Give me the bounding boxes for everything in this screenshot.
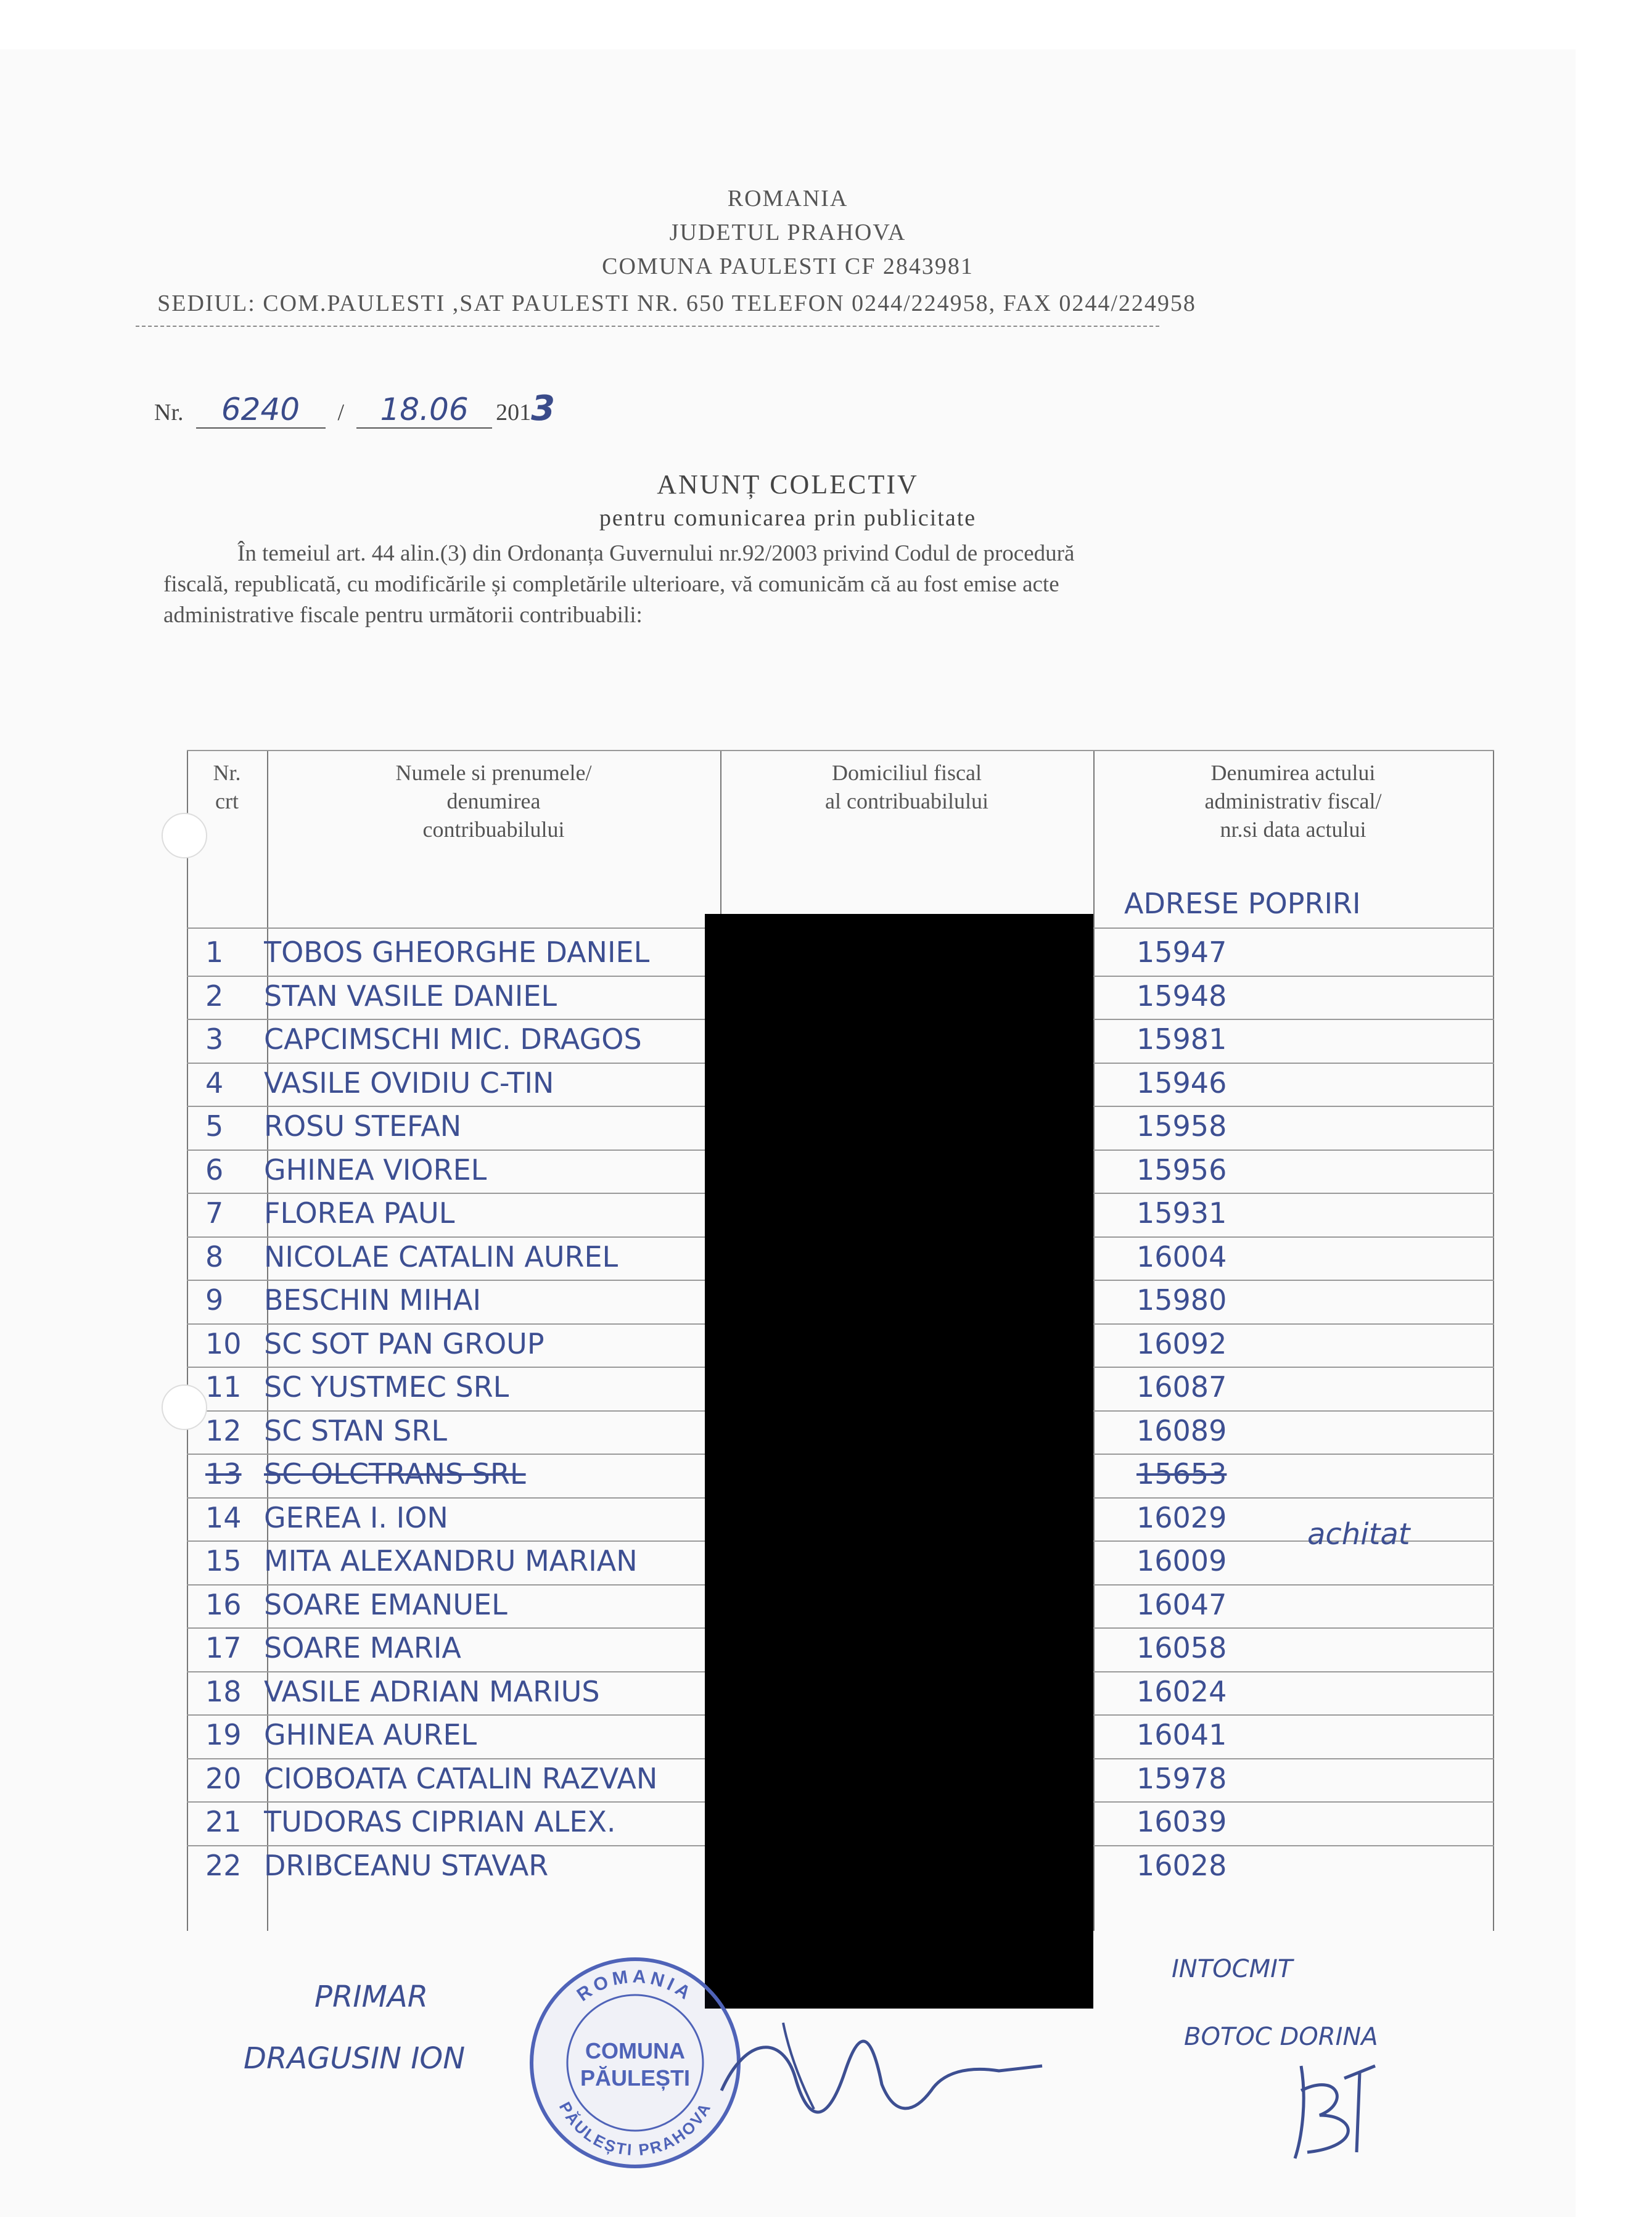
taxpayer-name: GHINEA AUREL (264, 1718, 477, 1751)
taxpayer-name: SC STAN SRL (264, 1413, 447, 1447)
row-number: 11 (205, 1370, 242, 1404)
row-number: 6 (205, 1153, 224, 1187)
act-number: 16039 (1136, 1805, 1227, 1838)
row-number: 4 (205, 1066, 224, 1100)
row-number: 1 (205, 936, 224, 969)
header-address: SEDIUL: COM.PAULESTI ,SAT PAULESTI NR. 650 TELEFON 0244/224958, FAX 0244/224958 (157, 290, 1196, 316)
taxpayer-name: SOARE MARIA (264, 1631, 461, 1664)
act-number: 15947 (1136, 936, 1227, 969)
header-county: JUDETUL PRAHOVA (669, 220, 906, 245)
act-number: 15948 (1136, 979, 1227, 1013)
taxpayer-name: GHINEA VIOREL (264, 1153, 487, 1187)
act-number: 15956 (1136, 1153, 1227, 1187)
taxpayer-name: STAN VASILE DANIEL (264, 979, 557, 1013)
reference-separator: / (337, 400, 345, 426)
stamp-top-text: ROMANIA (573, 1966, 697, 2005)
taxpayer-name: SC SOT PAN GROUP (264, 1326, 545, 1360)
taxpayer-name: VASILE ADRIAN MARIUS (264, 1674, 600, 1708)
act-number: 16009 (1136, 1544, 1227, 1577)
column-header-domicile: Domiciliul fiscal al contribuabilului (825, 760, 988, 813)
act-number: 16028 (1136, 1848, 1227, 1882)
act-number: 16092 (1136, 1326, 1227, 1360)
act-number: 16029 (1136, 1500, 1227, 1534)
prepared-by-title: INTOCMIT (1172, 1955, 1293, 1983)
act-number: 16089 (1136, 1413, 1227, 1447)
taxpayer-name: CAPCIMSCHI MIC. DRAGOS (264, 1022, 642, 1056)
act-type: ADRESE POPRIRI (1124, 887, 1361, 920)
taxpayer-name: DRIBCEANU STAVAR (264, 1848, 549, 1882)
column-header-act: Denumirea actului administrativ fiscal/ nr.si data actului (1204, 760, 1382, 842)
row-number: 7 (205, 1196, 224, 1230)
row-number: 13 (205, 1457, 242, 1491)
act-number: 16087 (1136, 1370, 1227, 1404)
taxpayer-name: SC YUSTMEC SRL (264, 1370, 509, 1404)
stamp-bottom-text: PĂULEȘTI PRAHOVA (555, 2099, 715, 2160)
intro-line: fiscală, republicată, cu modificările și completările ulterioare, vă comunicăm că au fost emise acte (163, 572, 1059, 597)
row-number: 5 (205, 1109, 224, 1143)
punch-hole (162, 813, 207, 858)
taxpayer-name: CIOBOATA CATALIN RAZVAN (264, 1761, 658, 1795)
mayor-name: DRAGUSIN ION (244, 2041, 466, 2076)
act-number: 16041 (1136, 1718, 1227, 1751)
act-number: 16004 (1136, 1240, 1227, 1273)
taxpayer-name: SOARE EMANUEL (264, 1587, 508, 1621)
header-divider (136, 326, 1159, 327)
row-number: 21 (205, 1805, 242, 1838)
row-number: 20 (205, 1761, 242, 1795)
mayor-title: PRIMAR (314, 1980, 429, 2014)
announcement-title: ANUNȚ COLECTIV (657, 469, 919, 500)
reference-date: 18.06 (356, 392, 492, 429)
row-number: 2 (205, 979, 224, 1013)
stamp-middle-2: PĂULEȘTI (580, 2065, 691, 2091)
act-number: 15981 (1136, 1022, 1227, 1056)
stamp-middle-1: COMUNA (585, 2038, 685, 2063)
header-country: ROMANIA (727, 186, 849, 212)
row-number: 12 (205, 1413, 242, 1447)
paid-note: achitat (1307, 1517, 1410, 1552)
act-number: 15946 (1136, 1066, 1227, 1100)
column-header-nr: Nr. crt (213, 760, 241, 813)
taxpayer-name: ROSU STEFAN (264, 1109, 462, 1143)
row-number: 10 (205, 1326, 242, 1360)
scan-margin (1576, 0, 1652, 2217)
preparer-name: BOTOC DORINA (1184, 2023, 1378, 2051)
announcement-subtitle: pentru comunicarea prin publicitate (599, 505, 977, 531)
mayor-signature (709, 1998, 1054, 2140)
row-number: 15 (205, 1544, 242, 1577)
row-number: 17 (205, 1631, 242, 1664)
row-number: 9 (205, 1283, 224, 1317)
act-number: 15653 (1136, 1457, 1227, 1491)
taxpayer-name: GEREA I. ION (264, 1500, 448, 1534)
row-number: 3 (205, 1022, 224, 1056)
row-number: 16 (205, 1587, 242, 1621)
preparer-signature (1283, 2054, 1387, 2165)
intro-paragraph (163, 538, 1397, 631)
row-number: 18 (205, 1674, 242, 1708)
taxpayer-name: SC OLCTRANS SRL (264, 1457, 526, 1491)
taxpayer-name: NICOLAE CATALIN AUREL (264, 1240, 618, 1273)
taxpayer-name: BESCHIN MIHAI (264, 1283, 482, 1317)
taxpayer-name: FLOREA PAUL (264, 1196, 455, 1230)
row-number: 22 (205, 1848, 242, 1882)
taxpayer-name: TUDORAS CIPRIAN ALEX. (264, 1805, 616, 1838)
row-number: 14 (205, 1500, 242, 1534)
reference-label: Nr. (154, 400, 184, 426)
intro-line: În temeiul art. 44 alin.(3) din Ordonanța Guvernului nr.92/2003 privind Codul de procedură (237, 541, 1075, 566)
intro-line: administrative fiscale pentru următorii contribuabili: (163, 603, 643, 628)
punch-hole (162, 1384, 207, 1430)
taxpayer-name: VASILE OVIDIU C-TIN (264, 1066, 554, 1100)
act-number: 15931 (1136, 1196, 1227, 1230)
act-number: 16058 (1136, 1631, 1227, 1664)
row-number: 8 (205, 1240, 224, 1273)
reference-line (154, 389, 555, 429)
act-number: 16024 (1136, 1674, 1227, 1708)
taxpayer-name: MITA ALEXANDRU MARIAN (264, 1544, 638, 1577)
row-number: 19 (205, 1718, 242, 1751)
header-commune: COMUNA PAULESTI CF 2843981 (602, 253, 974, 279)
reference-year-digit: 3 (531, 389, 556, 429)
redaction-block (705, 914, 1093, 2009)
column-header-name: Numele si prenumele/ denumirea contribuabilului (395, 760, 592, 842)
act-number: 15978 (1136, 1761, 1227, 1795)
act-number: 15958 (1136, 1109, 1227, 1143)
taxpayer-name: TOBOS GHEORGHE DANIEL (264, 936, 650, 969)
act-number: 16047 (1136, 1587, 1227, 1621)
act-number: 15980 (1136, 1283, 1227, 1317)
reference-number: 6240 (196, 392, 326, 429)
reference-year: 201 (496, 400, 532, 426)
